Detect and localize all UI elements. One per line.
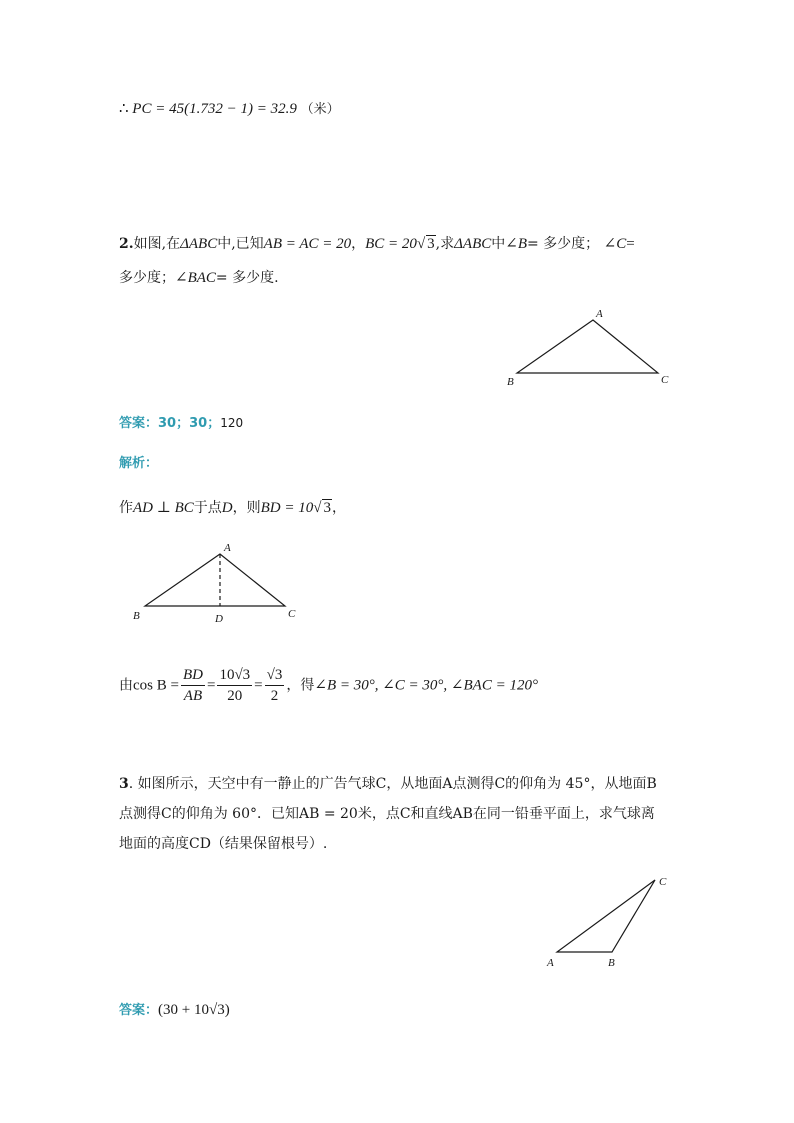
answer3-value: (30 + 10√3) xyxy=(158,1002,230,1018)
q3-text: 点测得C的仰角为 60°．已知AB = 20米，点C和直线AB在同一铅垂平面上，求气球离 xyxy=(119,806,655,822)
analysis-expr: BD = 10 xyxy=(260,500,314,516)
equals: = xyxy=(206,677,216,694)
q2-line1 xyxy=(119,234,635,254)
vertex-label-d: D xyxy=(215,613,223,625)
frac-den: 2 xyxy=(270,688,279,704)
sqrt-sign: √ xyxy=(416,236,426,252)
fraction-10r3-20 xyxy=(217,665,252,706)
q3-text: . 如图所示，天空中有一静止的广告气球C，从地面A点测得C的仰角为 45°，从地面B xyxy=(128,776,657,792)
frac-num: BD xyxy=(181,665,205,686)
answer-values: 30；30； xyxy=(158,416,221,431)
q3-line1 xyxy=(119,774,657,794)
analysis-result: ∠B = 30°, ∠C = 30°, ∠BAC = 120° xyxy=(314,677,538,694)
q2-text: 多少度； xyxy=(119,270,175,286)
vertex-label-b: B xyxy=(133,610,140,622)
frac-num: √3 xyxy=(265,665,285,686)
vertex-label-b: B xyxy=(608,957,615,969)
analysis-label-line xyxy=(119,453,158,474)
sqrt-arg: 3 xyxy=(323,500,331,516)
therefore-symbol: ∴ xyxy=(119,101,129,117)
q2-triangle: ΔABC xyxy=(454,236,492,252)
q3-line3 xyxy=(119,834,327,854)
triangle-abc xyxy=(145,554,285,606)
equals: = xyxy=(254,677,263,694)
vertex-label-a: A xyxy=(547,957,554,969)
q2-angle: ∠BAC xyxy=(175,270,216,286)
sqrt-sign: √ xyxy=(313,500,322,516)
answer2-line xyxy=(119,413,243,434)
q2-text: ,求 xyxy=(435,236,455,252)
q2-condition: BC = 20 xyxy=(365,236,417,252)
analysis-step1 xyxy=(119,498,346,518)
frac-den: AB xyxy=(183,688,203,704)
vertex-label-c: C xyxy=(288,608,296,620)
answer-last-value: 120 xyxy=(220,416,244,430)
prev-solution-line xyxy=(119,99,340,120)
prev-expression: PC = 45(1.732 − 1) = 32.9 xyxy=(132,101,297,117)
q2-text: = 多少度. xyxy=(215,270,279,286)
q2-angle: ∠B xyxy=(505,236,527,252)
q2-line2 xyxy=(119,268,279,288)
q2-angle: ∠C xyxy=(603,236,627,252)
analysis-expr: D xyxy=(221,500,233,516)
frac-num: 10√3 xyxy=(217,665,252,686)
vertex-label-c: C xyxy=(659,876,667,888)
q2-text: = xyxy=(626,236,635,252)
triangle-abc xyxy=(517,320,658,373)
vertex-label-a: A xyxy=(596,308,603,320)
q2-text: 如图,在 xyxy=(133,236,181,252)
q2-number: 2. xyxy=(119,236,134,252)
answer-label: 答案： xyxy=(119,416,159,431)
q3-number: 3 xyxy=(119,776,129,792)
frac-den: 20 xyxy=(227,688,243,704)
prev-unit: （米） xyxy=(300,102,340,117)
q2-condition: AB = AC = 20 xyxy=(263,236,352,252)
q2-triangle: ΔABC xyxy=(180,236,218,252)
sqrt-arg: 3 xyxy=(427,236,435,252)
analysis-text: 于点 xyxy=(193,500,222,516)
q2-text: ， xyxy=(351,236,366,252)
analysis-text: 由 xyxy=(119,677,133,694)
fraction-bd-ab xyxy=(181,665,205,706)
analysis-text: ，得 xyxy=(286,677,315,694)
analysis-step2 xyxy=(119,665,538,706)
analysis-label: 解析： xyxy=(119,456,159,471)
analysis-text: ， xyxy=(331,500,346,516)
answer-label: 答案： xyxy=(119,1003,159,1018)
analysis-text: 作 xyxy=(119,500,133,516)
vertex-label-a: A xyxy=(224,542,231,554)
q3-text: 地面的高度CD（结果保留根号）. xyxy=(119,836,328,852)
q2-text: 中,已知 xyxy=(217,236,264,252)
answer3-line xyxy=(119,1000,230,1021)
analysis-text: ，则 xyxy=(232,500,261,516)
analysis-expr: AD ⊥ BC xyxy=(133,500,194,516)
q3-line2 xyxy=(119,804,655,824)
q2-text: = 多少度； xyxy=(527,236,600,252)
vertex-label-c: C xyxy=(661,374,669,386)
vertex-label-b: B xyxy=(507,376,514,388)
q2-text: 中 xyxy=(491,236,506,252)
fraction-r3-2 xyxy=(265,665,285,706)
cos-expr: cos B = xyxy=(133,677,179,694)
triangle-abc xyxy=(557,880,655,952)
